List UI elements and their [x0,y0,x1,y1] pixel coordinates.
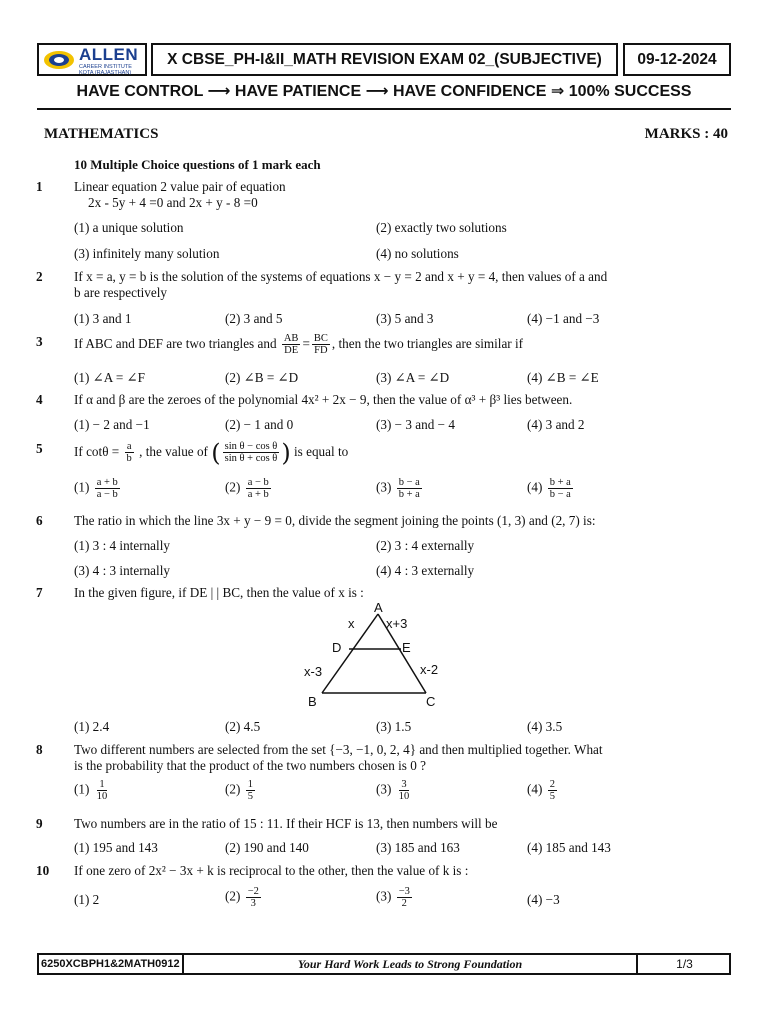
label-ae: x+3 [386,616,408,631]
option-1: (1) ∠A = ∠F [74,370,145,385]
question-text-post: , then the two triangles are similar if [331,336,524,351]
question-text: If x = a, y = b is the solution of the systems of equations x − y = 2 and x + y = 4, then values of a and [74,269,608,284]
option-2: (2) − 1 and 0 [225,417,294,432]
option-4: (4) 185 and 143 [527,840,611,855]
section-instruction: 10 Multiple Choice questions of 1 mark each [74,157,321,172]
option-3: (3) $\frac{3}{10}$ [376,779,410,802]
question-number: 7 [36,585,43,600]
question-text: If cotθ = $\frac{a}{b}$ , the value of ( $\frac{\text{sin θ − cos θ}}{\text{sin θ + cos θ}}$ ) is equal to [74,438,349,467]
triangle-figure [300,600,450,712]
label-vertex-a: A [374,600,383,615]
option-2: (2) $\frac{a - b}{a + b}$ [225,477,269,500]
option-3: (3) ∠A = ∠D [376,370,450,385]
label-vertex-b: B [308,694,317,709]
label-ec: x-2 [420,662,439,677]
question-text-pre: If ABC and DEF are two triangles and [74,336,277,351]
question-equation: 2x - 5y + 4 =0 and 2x + y - 8 =0 [88,195,258,210]
option-3: (3) − 3 and − 4 [376,417,455,432]
option-1: (1) 195 and 143 [74,840,158,855]
option-3: (3) infinitely many solution [74,246,220,261]
exam-title: X CBSE_PH-I&II_MATH REVISION EXAM 02_(SUBJECTIVE) [151,43,618,76]
question-number: 4 [36,392,43,407]
option-3: (3) $\frac{-3}{2}$ [376,886,410,909]
fraction-a-b: $\frac{a}{b}$ [126,441,132,465]
question-number: 3 [36,334,43,349]
question-text-cont: is the probability that the product of the two numbers chosen is 0 ? [74,758,426,773]
option-4: (4) no solutions [376,246,459,261]
option-2: (2) exactly two solutions [376,220,507,235]
option-1: (1) 3 and 1 [74,311,132,326]
label-ad: x [348,616,355,631]
option-2: (2) $\frac{1}{5}$ [225,779,253,802]
option-3: (3) $\frac{b - a}{b + a}$ [376,477,420,500]
option-1: (1) $\frac{1}{10}$ [74,779,108,802]
option-2: (2) 4.5 [225,719,261,734]
exam-date: 09-12-2024 [623,43,731,76]
question-number: 8 [36,742,43,757]
option-4: (4) −3 [527,892,560,907]
question-text: If ABC and DEF are two triangles and $\frac{AB}{DE}$ = $\frac{BC}{FD}$ , then the two triangles are similar if [74,333,524,357]
allen-logo [37,43,147,76]
motto-banner: HAVE CONTROL ⟶ HAVE PATIENCE ⟶ HAVE CONFIDENCE ⇒ 100% SUCCESS [76,83,692,100]
option-3: (3) 185 and 163 [376,840,460,855]
logo-brand: ALLEN [79,45,139,64]
question-number: 1 [36,179,43,194]
question-text: If one zero of 2x² − 3x + k is reciprocal to the other, then the value of k is : [74,863,469,878]
paper-code: 6250XCBPH1&2MATH0912 [39,955,184,973]
option-2: (2) $\frac{-2}{3}$ [225,886,259,909]
label-vertex-e: E [402,640,411,655]
question-number: 9 [36,816,43,831]
logo-location: KOTA (RAJASTHAN) [79,70,132,76]
fraction-sin-cos: $\frac{\text{sin θ − cos θ}}{\text{sin θ + cos θ}}$ [224,441,278,465]
option-1: (1) $\frac{a + b}{a - b}$ [74,477,118,500]
question-text: Linear equation 2 value pair of equation [74,179,286,194]
option-3: (3) 5 and 3 [376,311,434,326]
page-footer [37,953,731,975]
option-1: (1) a unique solution [74,220,184,235]
paren-right-icon: ) [281,438,291,467]
option-4: (4) 4 : 3 externally [376,563,475,578]
marks-total: MARKS : 40 [644,126,728,142]
fraction-bc-fd: $\frac{BC}{FD}$ [313,333,328,357]
label-vertex-d: D [332,640,342,655]
question-text: In the given figure, if DE | | BC, then the value of x is : [74,585,364,600]
question-number: 5 [36,441,43,456]
option-2: (2) ∠B = ∠D [225,370,299,385]
fraction-ab-de: $\frac{AB}{DE}$ [283,333,299,357]
option-4: (4) $\frac{2}{5}$ [527,779,555,802]
question-number: 10 [36,863,50,878]
option-3: (3) 4 : 3 internally [74,563,170,578]
logo-subtitle: CAREER INSTITUTE [79,64,132,70]
question-text: If α and β are the zeroes of the polynomial 4x² + 2x − 9, then the value of α³ + β³ lies between. [74,392,573,407]
option-1: (1) 2 [74,892,100,907]
question-number: 2 [36,269,43,284]
option-2: (2) 190 and 140 [225,840,309,855]
option-1: (1) 3 : 4 internally [74,538,170,553]
question-text: Two different numbers are selected from the set {−3, −1, 0, 2, 4} and then multiplied together. What [74,742,603,757]
label-vertex-c: C [426,694,436,709]
option-4: (4) $\frac{b + a}{b - a}$ [527,477,571,500]
option-3: (3) 1.5 [376,719,412,734]
header-divider [37,108,731,110]
option-2: (2) 3 and 5 [225,311,283,326]
footer-slogan: Your Hard Work Leads to Strong Foundation [297,956,523,971]
option-4: (4) 3 and 2 [527,417,585,432]
option-2: (2) 3 : 4 externally [376,538,475,553]
option-1: (1) − 2 and −1 [74,417,150,432]
logo-emblem-icon [42,49,76,71]
page-number: 1/3 [636,955,731,973]
option-4: (4) 3.5 [527,719,563,734]
option-4: (4) −1 and −3 [527,311,600,326]
question-text: Two numbers are in the ratio of 15 : 11. If their HCF is 13, then numbers will be [74,816,498,831]
question-number: 6 [36,513,43,528]
option-4: (4) ∠B = ∠E [527,370,599,385]
subject-title: MATHEMATICS [44,126,159,142]
option-1: (1) 2.4 [74,719,110,734]
question-text-cont: b are respectively [74,285,167,300]
label-db: x-3 [304,664,323,679]
question-text: The ratio in which the line 3x + y − 9 = 0, divide the segment joining the points (1, 3) and (2, 7) is: [74,513,596,528]
paren-left-icon: ( [211,438,221,467]
